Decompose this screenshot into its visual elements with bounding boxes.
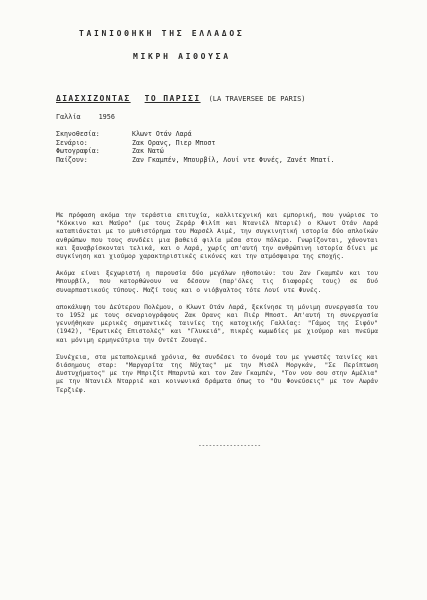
credit-value: Ζακ Ορανς, Πιερ Μποστ: [132, 138, 216, 147]
film-original-title: (LA TRAVERSEE DE PARIS): [208, 95, 306, 103]
paragraph: Συνέχεια, στα μεταπολεμικά χρόνια, θα συνδέσει το όνομά του με γνωστές ταινίες και διάσημους σταρ: "Μαργαρίτα της Νύχτας" με την Μισέλ Μοργκάν, "Σε Περίπτωση Δυστυχήματος" με την Μπριζίτ Μπαρντώ και τον Ζαν Γκαμπέν, "Τον νου σου στην Αμέλια" με την Ντανιέλ Νταρριέ και κοινωνικά δράματα όπως το "Ου Φονεύσεις" με τον Λωράν Τερζιέφ.: [56, 353, 378, 394]
film-country: Γαλλία: [56, 113, 81, 121]
credit-label: Παίζουν:: [56, 155, 88, 164]
venue-name: ΜΙΚΡΗ ΑΙΘΟΥΣΑ: [133, 52, 231, 61]
credit-row-screenplay: [56, 139, 334, 148]
credit-value: Ζακ Νατώ: [132, 147, 164, 155]
archive-name: ΤΑΙΝΙΟΘΗΚΗ ΤΗΣ ΕΛΛΑΔΟΣ: [79, 29, 245, 38]
paragraph: Ακόμα είναι ξεχωριστή η παρουσία δύο μεγάλων ηθοποιών: του Ζαν Γκαμπέν και του Μπουρβίλ, που κατορθώνουν να δέσουν (παρ'όλες τις διαφορές τους) σε δυό συναρπαστικούς τύπους. Μαζί τους και ο νιόβγαλτος τότε Λουί ντε Φυνές.: [56, 270, 378, 294]
credit-label: Σενάριο:: [56, 138, 88, 147]
credit-label: Σκηνοθεσία:: [56, 130, 100, 138]
film-title-prefix: ΔΙΑΣΧΙΖΟΝΤΑΣ: [56, 94, 131, 103]
paragraph: αποκάλυψη του Δεύτερου Πολέμου, ο Κλωντ Οτάν Λαρά, ξεκίνησε τη μόνιμη συνεργασία του το 1952 με τους σεναριογράφους Ζακ Ορανς και Πιέρ Μποστ. Απ'αυτή τη συνεργασία γεννήθηκαν μερικές σημαντικές ταινίες της κατοχικής Γαλλίας: "Γάμος της Σιφόν" (1942), "Ερωτικές Επιστολές" και "Γλυκειά", πικρές κωμωδίες με χιούμορ και πνεύμα και μόνιμη ερμηνεύτρια την Οντέτ Ζουαγέ.: [56, 303, 378, 344]
credit-label: Φωτογραφία:: [56, 147, 100, 155]
paragraph: Με πρόφαση ακόμα την τεράστια επιτυχία, καλλιτεχνική και εμπορική, που γνώρισε το "Κόκκινο και Μαύρο" (με τους Ζεράρ Φιλίπ και Ντανιέλ Νταριέ) ο Κλωντ Οτάν Λαρά καταπιάνεται με το μυθιστόρημα του Μαρσέλ Αιμέ, την συγκινητική ιστορία δύο απλοϊκών ανθρώπων που τους συνδέει μια βαθειά φιλία μέσα στον πόλεμο. Γνωρίζονται, χάνονται και ξαναβρίσκονται τελικά, και ο Λαρά, χωρίς απ'αυτή την ανθρώπινη ιστορία δίνει με συγκίνηση και χιούμορ χαρακτηριστικές εικόνες και την ατμόσφαιρα της εποχής.: [56, 212, 378, 261]
credit-row-photography: [56, 147, 334, 156]
film-title: [56, 94, 306, 103]
credits-block: [56, 130, 334, 164]
credit-value: Κλωντ Οτάν Λαρά: [132, 130, 192, 138]
film-origin: [56, 113, 115, 121]
film-year: 1956: [98, 113, 115, 121]
credit-value: Ζαν Γκαμπέν, Μπουρβίλ, Λουί ντε Φυνές, Ζανέτ Μπατί.: [132, 155, 335, 164]
film-title-main: ΤΟ ΠΑΡΙΣΙ: [144, 94, 201, 103]
signature-line: ------------------: [198, 442, 261, 449]
credit-row-director: [56, 130, 334, 139]
credit-row-cast: [56, 156, 334, 165]
film-description: [56, 212, 378, 404]
